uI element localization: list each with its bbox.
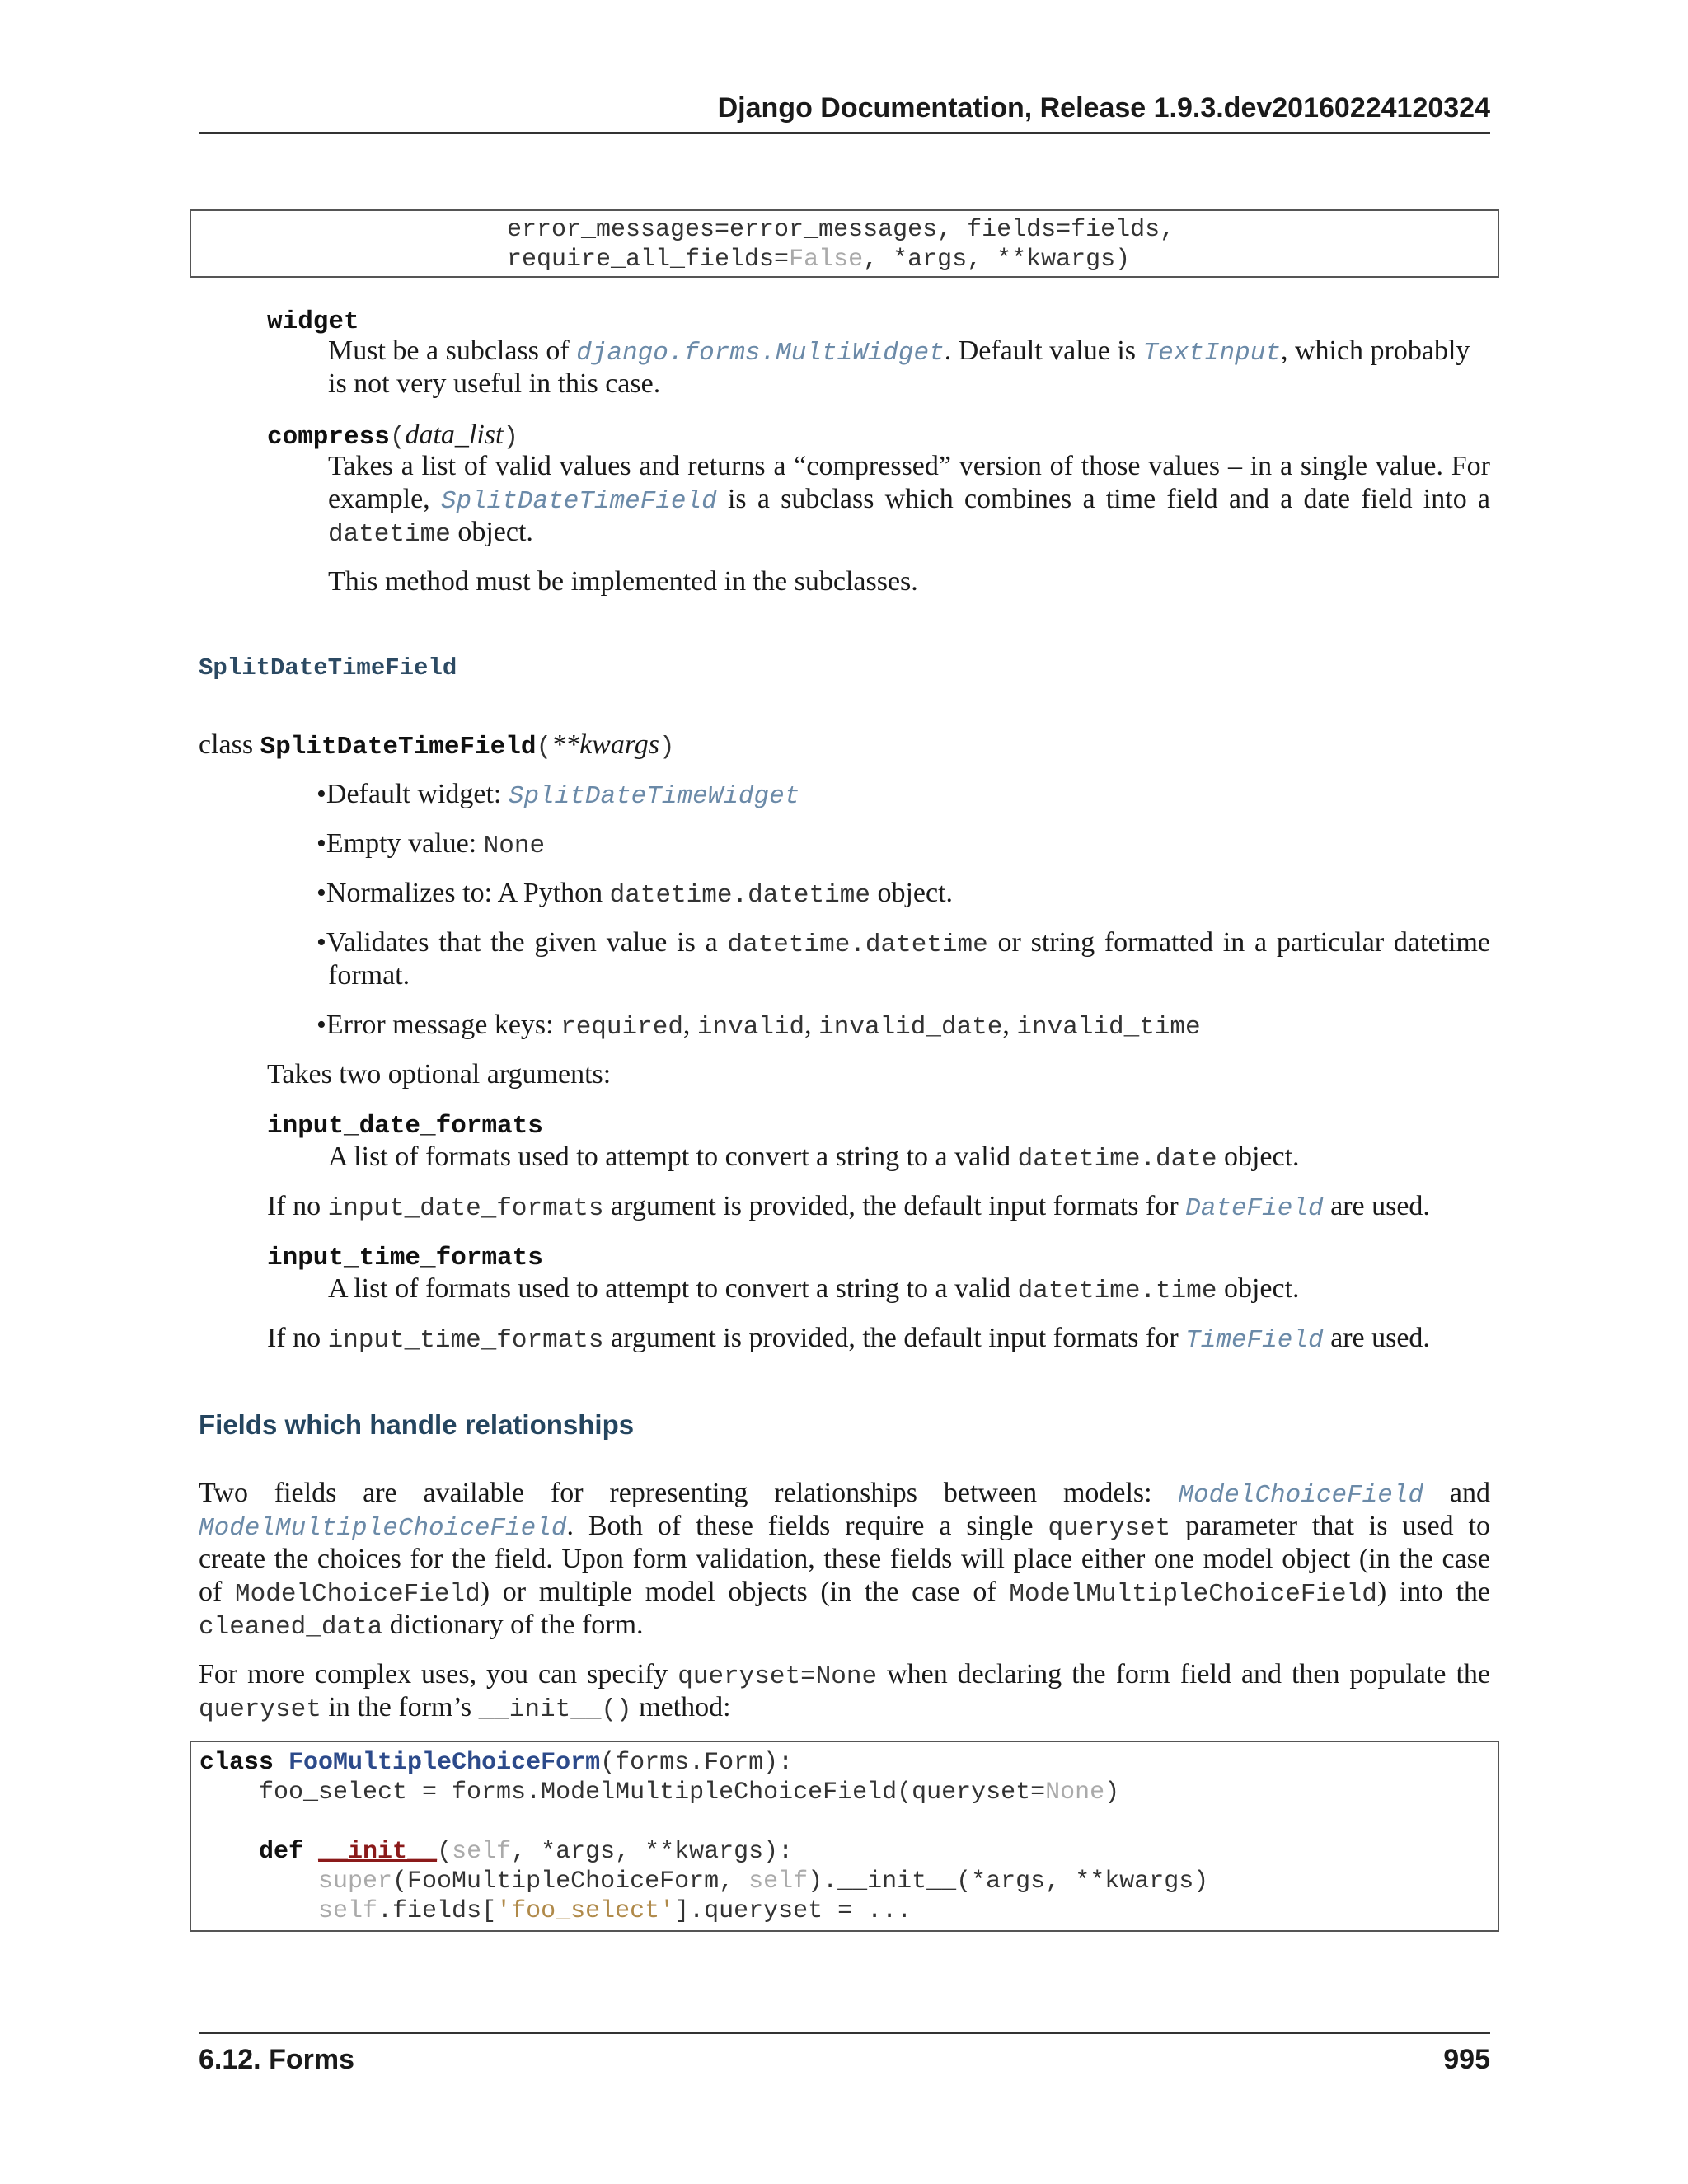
- paragraph-line: [199, 1477, 1490, 1512]
- text: ,: [1002, 1010, 1017, 1040]
- code-text: (FooMultipleChoiceForm,: [392, 1868, 749, 1896]
- inline-code: datetime.time: [1017, 1277, 1217, 1305]
- inline-code: None: [483, 832, 546, 860]
- footer-section: 6.12. Forms: [199, 2044, 354, 2075]
- text: in the form’s: [321, 1692, 479, 1722]
- attr-widget-name: [267, 303, 359, 339]
- text: object.: [1217, 1141, 1300, 1172]
- optional-args-intro: Takes two optional arguments:: [267, 1059, 612, 1090]
- splitdatetimewidget-link[interactable]: SplitDateTimeWidget: [508, 782, 800, 811]
- text: are used.: [1323, 1191, 1430, 1221]
- code-text: ): [1104, 1779, 1120, 1807]
- code-text: ).__init__(*args, **kwargs): [808, 1868, 1209, 1896]
- code-line: [199, 1779, 1119, 1807]
- code-line: [199, 1749, 793, 1777]
- example-code-block: [190, 1741, 1499, 1932]
- attr-note: [267, 1190, 1430, 1226]
- inline-code: datetime.datetime: [727, 930, 988, 959]
- text: argument is provided, the default input formats for: [603, 1323, 1186, 1353]
- code-text: , *args, **kwargs):: [511, 1838, 794, 1866]
- header-title: Django Documentation, Release 1.9.3.dev20160224120324: [717, 92, 1490, 124]
- code-text: (: [437, 1838, 452, 1866]
- compress-note: This method must be implemented in the subclasses.: [328, 566, 918, 597]
- param: **kwargs: [551, 729, 660, 760]
- text: method:: [631, 1692, 731, 1722]
- error-key: required: [560, 1013, 683, 1042]
- code-false: False: [789, 246, 864, 274]
- attr-name: input_time_formats: [267, 1244, 543, 1272]
- bullet-item: [316, 778, 799, 813]
- inline-code: datetime.date: [1017, 1145, 1217, 1174]
- inline-code: ModelMultipleChoiceField: [1009, 1580, 1377, 1609]
- paragraph-line: [199, 1691, 731, 1727]
- bullet-item: [316, 877, 953, 912]
- inline-code: cleaned_data: [199, 1613, 383, 1642]
- text: •Error message keys:: [316, 1010, 561, 1040]
- page-number: 995: [1443, 2044, 1490, 2075]
- code-none: None: [1045, 1779, 1105, 1807]
- code-text: , *args, **kwargs): [863, 246, 1131, 274]
- inline-code: datetime: [328, 520, 451, 549]
- paragraph-line: [199, 1658, 1490, 1694]
- text: . Both of these fields require a single: [566, 1511, 1048, 1541]
- paragraph-line: create the choices for the field. Upon form validation, these fields will place either one model object (in the case: [199, 1544, 1490, 1574]
- code-string: 'foo_select': [496, 1897, 675, 1925]
- attr-name: input_date_formats: [267, 1112, 543, 1141]
- section-heading: Fields which handle relationships: [199, 1409, 635, 1440]
- param: data_list: [405, 419, 504, 450]
- text: Two fields are available for representing relationships between models:: [199, 1478, 1179, 1508]
- text: object.: [870, 878, 954, 908]
- code-line: [507, 246, 1130, 274]
- code-self: self: [748, 1868, 809, 1896]
- text: Must be a subclass of: [328, 335, 577, 366]
- text: object.: [1217, 1273, 1300, 1304]
- page-header: [199, 92, 1490, 134]
- code-builtin: super: [199, 1868, 393, 1896]
- paren: ): [503, 423, 519, 452]
- class-keyword: class: [199, 729, 260, 760]
- text: parameter that is used to: [1170, 1511, 1490, 1541]
- paragraph-line: [199, 1609, 644, 1644]
- attr-desc: [328, 1272, 1300, 1308]
- inline-code: __init__(): [478, 1695, 632, 1724]
- text: example,: [328, 484, 441, 514]
- text: ,: [682, 1010, 697, 1040]
- code-text: .fields[: [377, 1897, 497, 1925]
- error-key: invalid: [696, 1013, 805, 1042]
- text: ) into the: [1376, 1577, 1490, 1607]
- text: ) or multiple model objects (in the case of: [480, 1577, 1010, 1607]
- text: A list of formats used to attempt to convert a string to a valid: [328, 1273, 1018, 1304]
- textinput-link[interactable]: TextInput: [1142, 339, 1281, 368]
- text: If no: [267, 1323, 328, 1353]
- text: If no: [267, 1191, 328, 1221]
- compress-desc-line: Takes a list of valid values and returns a “compressed” version of those values – in a single value. For: [328, 451, 1490, 481]
- code-text: (forms.Form):: [600, 1749, 794, 1777]
- method-compress-signature: [267, 419, 518, 454]
- bullet-continuation: format.: [328, 960, 410, 991]
- text: when declaring the form field and then populate the: [877, 1659, 1490, 1690]
- class-signature: [199, 729, 675, 764]
- attr-note: [267, 1322, 1430, 1357]
- code-line: [199, 1868, 1208, 1896]
- inline-code: ModelChoiceField: [235, 1580, 481, 1609]
- text: are used.: [1323, 1323, 1430, 1353]
- page-footer: [199, 2032, 1490, 2083]
- text: of: [199, 1577, 236, 1607]
- timefield-link[interactable]: TimeField: [1185, 1326, 1324, 1355]
- text: •Normalizes to: A Python: [316, 878, 610, 908]
- text: and: [1423, 1478, 1491, 1508]
- widget-desc-line: [328, 335, 1470, 370]
- text: object.: [450, 517, 533, 547]
- code-text: require_all_fields=: [507, 246, 790, 274]
- code-text: ].queryset = ...: [674, 1897, 912, 1925]
- multiwidget-link[interactable]: django.forms.MultiWidget: [576, 339, 945, 368]
- datefield-link[interactable]: DateField: [1185, 1194, 1324, 1223]
- signature-code-block: [190, 209, 1499, 278]
- text: For more complex uses, you can specify: [199, 1659, 678, 1690]
- attr-desc: [328, 1141, 1300, 1176]
- text: •Default widget:: [316, 779, 509, 809]
- bullet-item: [316, 926, 1490, 962]
- modelmultiplechoicefield-link[interactable]: ModelMultipleChoiceField: [199, 1514, 567, 1543]
- error-key: invalid_date: [818, 1013, 1003, 1042]
- code-self: self: [199, 1897, 378, 1925]
- attr-input-date-formats: [267, 1108, 543, 1143]
- splitdatetimefield-link[interactable]: SplitDateTimeField: [440, 487, 717, 516]
- text: or string formatted in a particular datetime: [987, 927, 1490, 958]
- attr-name: widget: [267, 307, 359, 336]
- code-line: error_messages=error_messages, fields=fields,: [507, 216, 1175, 244]
- text: A list of formats used to attempt to convert a string to a valid: [328, 1141, 1018, 1172]
- code-text: foo_select = forms.ModelMultipleChoiceField(queryset=: [199, 1779, 1046, 1807]
- code-self: self: [452, 1838, 512, 1866]
- code-keyword: def: [199, 1838, 304, 1866]
- code-function-name: __init__: [318, 1838, 438, 1866]
- inline-code: queryset=None: [678, 1662, 878, 1691]
- compress-desc-line: [328, 483, 1490, 518]
- text: dictionary of the form.: [382, 1610, 644, 1640]
- text: . Default value is: [944, 335, 1143, 366]
- inline-code: datetime.datetime: [609, 881, 870, 910]
- code-keyword: class: [199, 1749, 274, 1777]
- error-key: invalid_time: [1016, 1013, 1201, 1042]
- code-line: [199, 1838, 793, 1866]
- text: •Validates that the given value is a: [316, 927, 728, 958]
- modelchoicefield-link[interactable]: ModelChoiceField: [1178, 1481, 1424, 1510]
- class-name: SplitDateTimeField: [260, 733, 537, 762]
- text: , which probably: [1280, 335, 1470, 366]
- code-class-name: FooMultipleChoiceForm: [288, 1749, 601, 1777]
- inline-code: input_time_formats: [327, 1326, 604, 1355]
- subsection-anchor[interactable]: SplitDateTimeField: [199, 654, 457, 682]
- text: argument is provided, the default input formats for: [603, 1191, 1186, 1221]
- inline-code: queryset: [199, 1695, 321, 1724]
- paragraph-line: [199, 1576, 1490, 1611]
- paren: (: [536, 733, 552, 762]
- text: •Empty value:: [316, 828, 484, 859]
- inline-code: input_date_formats: [327, 1194, 604, 1223]
- paragraph-line: [199, 1510, 1490, 1545]
- text: is a subclass which combines a time field and a date field into a: [716, 484, 1490, 514]
- compress-desc-line: [328, 516, 533, 551]
- widget-desc-line: is not very useful in this case.: [328, 368, 661, 399]
- bullet-item: [316, 827, 545, 863]
- method-name: compress: [267, 423, 390, 452]
- code-line: [199, 1897, 912, 1925]
- text: ,: [804, 1010, 819, 1040]
- paren: (: [389, 423, 406, 452]
- bullet-item: [316, 1009, 1201, 1044]
- attr-input-time-formats: [267, 1240, 543, 1275]
- paren: ): [659, 733, 675, 762]
- inline-code: queryset: [1048, 1514, 1171, 1543]
